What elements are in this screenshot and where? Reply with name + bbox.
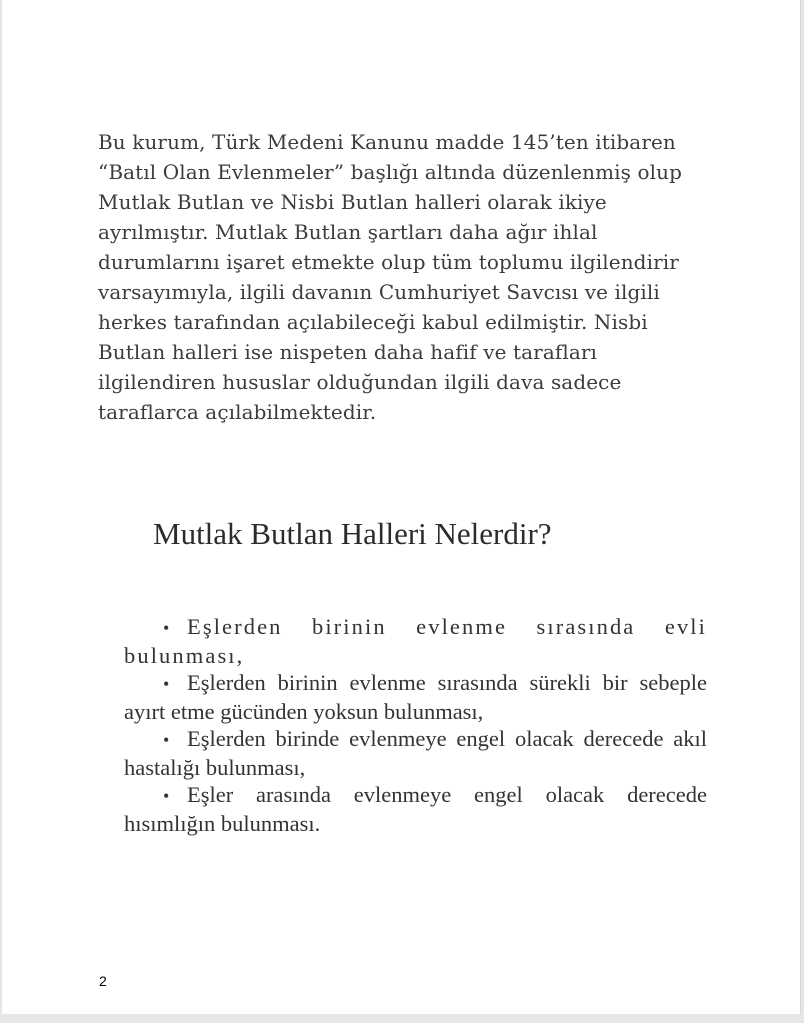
bullet-icon: •: [163, 786, 170, 806]
list-item: [124, 781, 707, 837]
list-item-text: Eşlerden birinin evlenme sırasında evli bulunması,: [124, 614, 707, 668]
bullet-icon: •: [163, 618, 172, 638]
document-page: [2, 0, 801, 1014]
bullet-icon: •: [163, 730, 170, 750]
page-number: 2: [99, 973, 107, 989]
list-item-text: Eşlerden birinin evlenme sırasında sürekli bir sebeple ayırt etme gücünden yoksun bulunması,: [124, 670, 707, 724]
list-item-text: Eşlerden birinde evlenmeye engel olacak derecede akıl hastalığı bulunması,: [124, 726, 707, 780]
bullet-list: [124, 613, 707, 837]
list-item-text: Eşler arasında evlenmeye engel olacak derecede hısımlığın bulunması.: [124, 782, 707, 836]
body-paragraph: Bu kurum, Türk Medeni Kanunu madde 145’ten itibaren “Batıl Olan Evlenmeler” başlığı altında düzenlenmiş olup Mutlak Butlan ve Nisbi Butlan halleri olarak ikiye ayrılmıştır. Mutlak Butlan şartları daha ağır ihlal durumlarını işaret etmekte olup tüm toplumu ilgilendirir varsayımıyla, ilgili davanın Cumhuriyet Savcısı ve ilgili herkes tarafından açılabileceği kabul edilmiştir. Nisbi Butlan halleri ise nispeten daha hafif ve tarafları ilgilendiren hususlar olduğundan ilgili dava sadece taraflarca açılabilmektedir.: [98, 130, 682, 424]
bullet-icon: •: [163, 674, 170, 694]
list-item: [124, 725, 707, 781]
section-heading: Mutlak Butlan Halleri Nelerdir?: [153, 516, 552, 551]
list-item: [124, 613, 707, 669]
list-item: [124, 669, 707, 725]
